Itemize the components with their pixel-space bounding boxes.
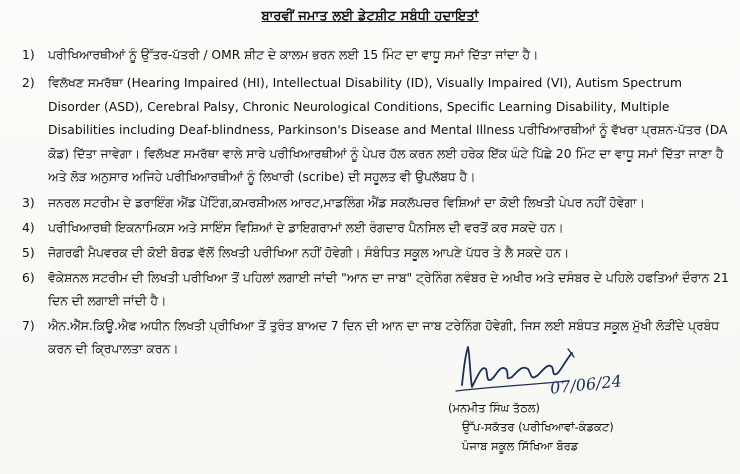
signatory-designation: ਉੱਪ-ਸਕੱਤਰ (ਪਰੀਖਿਆਵਾਂ-ਕੰਡਕਟ) (462, 420, 614, 434)
list-item (0, 217, 740, 240)
item-number: 1) (22, 48, 35, 62)
item-number: 7) (22, 318, 35, 333)
list-item (0, 72, 740, 190)
signatory-organization: ਪੰਜਾਬ ਸਕੂਲ ਸਿੱਖਿਆ ਬੋਰਡ (462, 439, 579, 453)
signatory-name: (ਮਨਮੀਤ ਸਿੰਘ ਤੱਠਲ) (448, 401, 541, 415)
instruction-list (0, 44, 740, 363)
signature-date: 07/06/24 (549, 371, 623, 398)
item-text: ਪਰੀਖਿਆਰਥੀ ਇਕਨਾਮਿਕਸ ਅਤੇ ਸਾਇੰਸ ਵਿਸ਼ਿਆਂ ਦੇ ਡਾਇਗਰਾਮਾਂ ਲਈ ਰੰਗਦਾਰ ਪੈਨਸਿਲ ਦੀ ਵਰਤੋਂ ਕਰ ਸਕਦੇ ਹਨ। (48, 220, 564, 235)
item-number: 5) (22, 245, 35, 260)
list-item (0, 44, 740, 67)
document-title: ਬਾਰਵੀਂ ਜਮਾਤ ਲਈ ਡੇਟਸ਼ੀਟ ਸਬੰਧੀ ਹਦਾਇਤਾਂ (261, 9, 479, 24)
item-number: 6) (22, 270, 35, 285)
item-text: ਜੋਗਰਫੀ ਮੈਪਵਰਕ ਦੀ ਕੋਈ ਬੋਰਡ ਵੱਲੋਂ ਲਿਖਤੀ ਪਰੀਖਿਆ ਨਹੀਂ ਹੋਵੇਗੀ। ਸੰਬੰਧਿਤ ਸਕੂਲ ਆਪਣੇ ਪੱਧਰ ਤੇ ਲੈ ਸਕਦੇ ਹਨ। (48, 245, 570, 260)
item-text: ਜਨਰਲ ਸਟਰੀਮ ਦੇ ਡਰਾਇੰਗ ਐਂਡ ਪੇਂਟਿੰਗ,ਕਮਰਸ਼ੀਅਲ ਆਰਟ,ਮਾਡਲਿੰਗ ਐਂਡ ਸਕਲੱਪਚਰ ਵਿਸ਼ਿਆਂ ਦਾ ਕੋਈ ਲਿਖਤੀ ਪੇਪਰ ਨਹੀਂ ਹੋਵੇਗਾ। (48, 195, 645, 210)
signature-block (448, 335, 708, 470)
item-number: 2) (22, 76, 35, 90)
handwritten-signature (448, 335, 638, 405)
item-number: 4) (22, 220, 35, 235)
item-text: ਪਰੀਖਿਆਰਥੀਆਂ ਨੂੰ ਉੱਤਰ-ਪੱਤਰੀ / OMR ਸ਼ੀਟ ਦੇ ਕਾਲਮ ਭਰਨ ਲਈ 15 ਮਿੰਟ ਦਾ ਵਾਧੂ ਸਮਾਂ ਦਿੱਤਾ ਜਾਂਦਾ ਹੈ। (48, 48, 539, 62)
item-text: ਵੋਕੇਸ਼ਨਲ ਸਟਰੀਮ ਦੀ ਲਿਖਤੀ ਪਰੀਖਿਆ ਤੋਂ ਪਹਿਲਾਂ ਲਗਾਈ ਜਾਂਦੀ "ਆਨ ਦਾ ਜਾਬ" ਟ੍ਰੇਨਿੰਗ ਨਵੰਬਰ ਦੇ ਅਖੀਰ ਅਤੇ ਦਸੰਬਰ ਦੇ ਪਹਿਲੇ ਹਫਤਿਆਂ ਦੌਰਾਨ 21 ਦਿਨ ਦੀ ਲਗਾਈ ਜਾਂਦੀ ਹੈ। (48, 270, 729, 308)
item-text: ਐਨ.ਐੱਸ.ਕਿਊ.ਐਫ ਅਧੀਨ ਲਿਖਤੀ ਪ੍ਰੀਖਿਆ ਤੋਂ ਤੁਰੰਤ ਬਾਅਦ 7 ਦਿਨ ਦੀ ਆਨ ਦਾ ਜਾਬ ਟਰੇਨਿੰਗ ਹੋਵੇਗੀ, ਜਿਸ ਲਈ ਸਬੰਧਤ ਸਕੂਲ ਮੁੱਖੀ ਲੋੜੀਂਦੇ ਪ੍ਰਬੰਧ ਕਰਨ ਦੀ ਕ੍ਰਿਪਾਲਤਾ ਕਰਨ। (48, 318, 719, 356)
list-item (0, 192, 740, 215)
list-item (0, 267, 740, 313)
item-number: 3) (22, 195, 35, 210)
list-item (0, 242, 740, 265)
item-text: ਵਿਲੱਖਣ ਸਮਰੱਥਾ (Hearing Impaired (HI), Intellectual Disability (ID), Visually Impaired (VI), Autism Spectrum Disorder (ASD), Cerebral Palsy, Chronic Neurological Conditions, Specific Learning Disability, Multiple Disabilities including Deaf-blindness, Parkinson's Disease and Mental Illness ਪਰੀਖਿਆਰਥੀਆਂ ਨੂੰ ਵੱਖਰਾ ਪ੍ਰਸ਼ਨ-ਪੱਤਰ (DA ਕੋਡ) ਦਿੱਤਾ ਜਾਵੇਗਾ। ਵਿਲੱਖਣ ਸਮਰੱਥਾ ਵਾਲੇ ਸਾਰੇ ਪਰੀਖਿਆਰਥੀਆਂ ਨੂੰ ਪੇਪਰ ਹੱਲ ਕਰਨ ਲਈ ਹਰੇਕ ਇੱਕ ਘੰਟੇ ਪਿੱਛੇ 20 ਮਿੰਟ ਦਾ ਵਾਧੂ ਸਮਾਂ ਦਿੱਤਾ ਜਾਣਾ ਹੈ ਅਤੇ ਲੋੜ ਅਨੁਸਾਰ ਅਜਿਹੇ ਪਰੀਖਿਆਰਥੀਆਂ ਨੂੰ ਲਿਖਾਰੀ (scribe) ਦੀ ਸਹੂਲਤ ਵੀ ਉਪਲੱਬਧ ਹੈ। (48, 76, 728, 184)
